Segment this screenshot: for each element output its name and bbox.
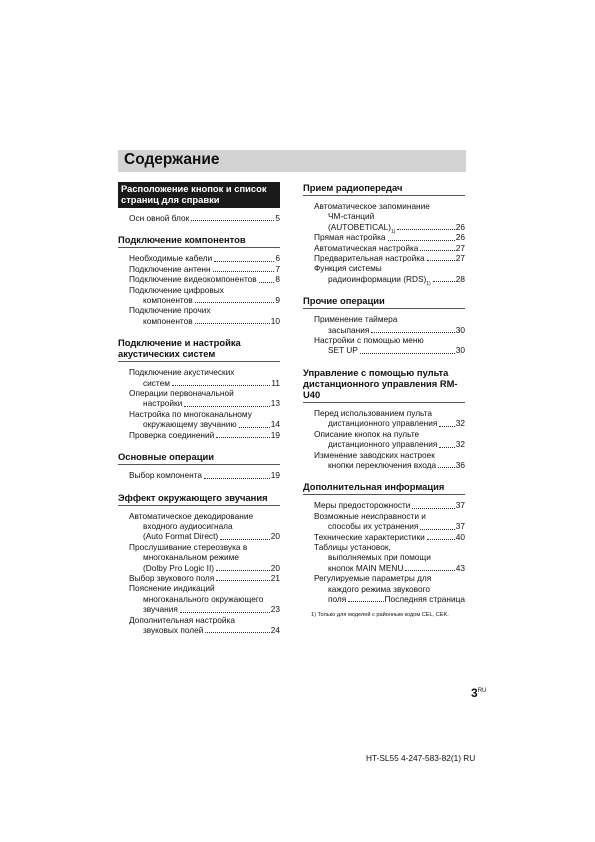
toc-entry-line: [314, 500, 465, 510]
dot-leader: [195, 302, 275, 303]
toc-items: [303, 495, 465, 604]
toc-section: [303, 182, 465, 288]
page-ref: 32: [455, 439, 465, 450]
dot-leader: [412, 508, 454, 509]
page-ref: 13: [270, 398, 280, 409]
toc-entry-line: ЧМ-станций: [328, 211, 375, 222]
dot-leader: [360, 353, 455, 354]
toc-entry-line: Функция системы: [314, 263, 382, 274]
toc-entry-text: Меры предосторожности: [314, 500, 411, 511]
toc-entry-line: многоканальном режиме: [143, 552, 239, 563]
toc-entry-line: (AUTOBETICAL) 1) 26: [328, 221, 465, 236]
toc-entry-text: Проверка соединений: [129, 429, 215, 440]
toc-entry-text: Технические характеристики: [314, 531, 425, 542]
toc-entry-line: Автоматическое декодирование: [129, 510, 254, 521]
model-code: HT-SL55 4-247-583-82(1) RU: [366, 753, 476, 763]
toc-entry: [314, 335, 465, 356]
toc-entry: [314, 500, 465, 510]
toc-entry: [314, 201, 465, 236]
page-ref: 26: [455, 221, 465, 232]
toc-entry-line: [314, 325, 465, 335]
toc-entry-text: компонентов: [143, 295, 193, 306]
page-ref: 28: [455, 273, 465, 284]
toc-entry-line: радиоинформации (RDS) 1) 28: [328, 273, 465, 288]
toc-entry: [129, 430, 280, 440]
toc-entry-line: Подключение прочих: [129, 305, 211, 316]
toc-entry-line: [314, 418, 465, 428]
dot-leader: [191, 220, 274, 221]
dot-leader: [172, 385, 270, 386]
page-ref: 9: [275, 295, 280, 306]
section-heading: Прием радиопередач: [303, 182, 465, 196]
toc-entry-text: (Auto Format Direct): [143, 531, 219, 542]
toc-entry: [129, 409, 280, 430]
toc-entry: [129, 274, 280, 284]
toc-entry: [314, 511, 465, 532]
section-heading: Прочие операции: [303, 295, 465, 309]
toc-entry-line: Перед использованием пульта: [314, 407, 433, 418]
page-ref: 19: [270, 470, 280, 481]
toc-entry: [129, 253, 280, 263]
toc-entry-line: [129, 531, 280, 541]
toc-entry-line: [129, 625, 280, 635]
dot-leader: [397, 229, 454, 230]
toc-entry-line: [129, 563, 280, 573]
toc-items: [118, 248, 280, 326]
section-heading: Дополнительная информация: [303, 481, 465, 495]
toc-entry-text: засыпания: [328, 324, 370, 335]
page-number: [471, 686, 486, 700]
dot-leader: [195, 323, 270, 324]
dot-leader: [220, 539, 270, 540]
toc-entry: [314, 253, 465, 263]
page-ref: 10: [270, 315, 280, 326]
dot-leader: [180, 612, 270, 613]
toc-items: [118, 465, 280, 480]
toc-entry: [129, 615, 280, 636]
toc-entry: [314, 542, 465, 573]
dot-leader: [420, 250, 454, 251]
toc-entry: [129, 573, 280, 583]
toc-entry-line: [129, 316, 280, 326]
dot-leader: [388, 240, 455, 241]
toc-entry-text: Предварительная настройка: [314, 253, 425, 264]
toc-entry: [129, 213, 280, 223]
dot-leader: [205, 632, 269, 633]
toc-entry-line: [314, 521, 465, 531]
toc-entry-text: окружающему звучанию: [143, 419, 237, 430]
toc-entry-line: [129, 213, 280, 223]
toc-entry-line: [314, 439, 465, 449]
toc-entry-text: кнопок MAIN MENU: [328, 562, 404, 573]
toc-entry-line: Пояснение индикаций: [129, 583, 215, 594]
toc-entry-line: [314, 532, 465, 542]
toc-section: [118, 451, 280, 480]
dot-leader: [438, 467, 455, 468]
section-heading: Подключение и настройка акустических систем: [118, 337, 280, 362]
dot-leader: [184, 406, 269, 407]
toc-entry-line: [129, 430, 280, 440]
toc-entry-text: настройки: [143, 398, 183, 409]
title-bar: [118, 150, 466, 172]
toc-items: [118, 208, 280, 223]
page-ref: 40: [455, 531, 465, 542]
toc-entry: [129, 583, 280, 614]
section-heading: Расположение кнопок и список страниц для справки: [118, 182, 280, 208]
toc-entry-text: Выбор компонента: [129, 470, 203, 481]
toc-entry: [129, 388, 280, 409]
toc-entry-line: Дополнительная настройка: [129, 614, 235, 625]
toc-entry-line: Таблицы установок,: [314, 541, 391, 552]
toc-entry-line: Применение таймера: [314, 314, 398, 325]
toc-entry: [314, 243, 465, 253]
dot-leader: [239, 427, 270, 428]
toc-entry-line: Настройка по многоканальному: [129, 408, 252, 419]
toc-entry: [314, 532, 465, 542]
dot-leader: [439, 426, 454, 427]
toc-entry-line: [129, 264, 280, 274]
toc-entry-line: [314, 460, 465, 470]
toc-entry-text: звуковых полей: [143, 624, 204, 635]
page-ref: 30: [455, 324, 465, 335]
toc-section: [303, 295, 465, 356]
toc-entry: [129, 305, 280, 326]
page-ref: 11: [271, 377, 280, 388]
page-suffix: RU: [477, 688, 487, 694]
toc-section: [118, 234, 280, 326]
page-ref: 36: [455, 459, 465, 470]
dot-leader: [405, 570, 454, 571]
dot-leader: [216, 437, 269, 438]
page-ref: Последняя страница: [384, 593, 465, 604]
dot-leader: [216, 580, 270, 581]
toc-items: [303, 403, 465, 470]
toc-entry-text: систем: [143, 377, 170, 388]
toc-section: [303, 481, 465, 604]
toc-entry: [129, 285, 280, 306]
toc-items: [303, 196, 465, 288]
toc-entry: [129, 511, 280, 542]
toc-entry: [129, 470, 280, 480]
dot-leader: [427, 260, 455, 261]
toc-entry-text: компонентов: [143, 315, 193, 326]
toc-section: [118, 182, 280, 223]
toc-entry-line: [129, 573, 280, 583]
toc-entry-text: звучания: [143, 604, 178, 615]
dot-leader: [348, 601, 383, 602]
toc-entry-text: кнопки переключения входа: [328, 459, 437, 470]
page-ref: 24: [270, 624, 280, 635]
page-number-value: 3: [471, 686, 478, 700]
dot-leader: [439, 447, 454, 448]
toc-entry-text: Выбор звукового поля: [129, 572, 215, 583]
toc-entry-line: [129, 398, 280, 408]
page-ref: 19: [270, 429, 280, 440]
page-ref: 27: [455, 253, 465, 264]
toc-entry-line: [129, 274, 280, 284]
page-title: Содержание: [124, 151, 220, 168]
toc-entry-line: [314, 345, 465, 355]
left-column: [118, 182, 280, 646]
toc-entry-line: Изменение заводских настроек: [314, 449, 435, 460]
toc-entry-line: [314, 253, 465, 263]
dot-leader: [216, 570, 270, 571]
dot-leader: [259, 282, 275, 283]
toc-entry-line: [129, 378, 280, 388]
toc-entry-line: Возможные неисправности и: [314, 510, 426, 521]
toc-entry-line: Настройки с помощью меню: [314, 335, 424, 346]
toc-entry-line: Операции первоначальной: [129, 388, 234, 399]
toc-entry-line: Подключение цифровых: [129, 284, 224, 295]
toc-entry-line: Автоматическое запоминание: [314, 201, 430, 211]
toc-entry-line: [129, 470, 280, 480]
dot-leader: [213, 271, 275, 272]
page-ref: 14: [270, 419, 280, 430]
toc-entry-line: выполняемых при помощи: [328, 552, 431, 563]
page-ref: 30: [455, 345, 465, 356]
toc-entry-line: [314, 594, 465, 604]
toc-entry: [314, 573, 465, 604]
toc-entry-line: [129, 419, 280, 429]
toc-entry: [314, 408, 465, 429]
toc-entry-line: [129, 604, 280, 614]
toc-entry-line: каждого режима звукового: [328, 583, 431, 594]
toc-entry-text: Подключение антенн: [129, 263, 211, 274]
toc-entry-text: дистанционного управления: [328, 418, 438, 429]
toc-entry-text: SET UP: [328, 345, 358, 356]
toc-entry-text: Осн овной блок: [129, 213, 190, 223]
right-column: [303, 182, 465, 619]
page-ref: 27: [455, 242, 465, 253]
page-ref: 8: [275, 274, 280, 285]
toc-items: [303, 309, 465, 356]
page-ref: 32: [455, 418, 465, 429]
dot-leader: [433, 281, 455, 282]
toc-section: [303, 367, 465, 470]
page-ref: 20: [270, 531, 280, 542]
toc-entry-line: [314, 563, 465, 573]
toc-entry-text: способы их устранения: [328, 521, 419, 532]
dot-leader: [204, 478, 270, 479]
toc-entry-text: (Dolby Pro Logic II): [143, 562, 215, 573]
toc-entry: [314, 450, 465, 471]
toc-entry-line: [129, 295, 280, 305]
page-ref: 37: [455, 521, 465, 532]
section-heading: Подключение компонентов: [118, 234, 280, 248]
toc-entry-line: Подключение акустических: [129, 367, 235, 378]
toc-entry: [129, 264, 280, 274]
toc-items: [118, 506, 280, 636]
dot-leader: [420, 529, 454, 530]
toc-items: [118, 362, 280, 440]
page-ref: 26: [455, 232, 465, 243]
page-ref: 21: [270, 572, 280, 583]
toc-entry-line: многоканального окружающего: [143, 593, 264, 604]
toc-entry: [129, 542, 280, 573]
toc-entry-line: [314, 232, 465, 242]
toc-section: [118, 337, 280, 440]
toc-entry-text: Автоматическая настройка: [314, 242, 419, 253]
page-ref: 6: [275, 253, 280, 264]
toc-entry-line: [129, 253, 280, 263]
page-ref: 20: [270, 562, 280, 573]
section-heading: Управление с помощью пульта дистанционного управления RM-U40: [303, 367, 465, 403]
toc-entry: [314, 429, 465, 450]
section-heading: Основные операции: [118, 451, 280, 465]
page-ref: 37: [455, 500, 465, 511]
toc-entry: [314, 314, 465, 335]
page-ref: 43: [455, 562, 465, 573]
toc-entry: [129, 367, 280, 388]
toc-entry: [314, 263, 465, 288]
toc-entry-line: [314, 243, 465, 253]
toc-entry-line: входного аудиосигнала: [143, 520, 233, 531]
dot-leader: [371, 332, 454, 333]
toc-entry-line: Регулируемые параметры для: [314, 573, 432, 584]
toc-entry: [314, 232, 465, 242]
page-ref: 7: [275, 263, 280, 274]
toc-entry-text: Подключение видеокомпонентов: [129, 274, 257, 285]
dot-leader: [427, 539, 455, 540]
toc-entry-text: радиоинформации (RDS): [328, 273, 427, 284]
toc-entry-line: Прослушивание стереозвука в: [129, 541, 248, 552]
toc-entry-text: (AUTOBETICAL): [328, 221, 392, 232]
footnote: 1) Только для моделей с районным кодом CEL, CEK.: [311, 612, 449, 619]
toc-entry-text: Необходимые кабели: [129, 253, 213, 264]
page-ref: 23: [270, 604, 280, 615]
toc-entry-text: поля: [328, 593, 347, 604]
section-heading: Эффект окружающего звучания: [118, 492, 280, 506]
toc-section: [118, 492, 280, 636]
toc-entry-text: дистанционного управления: [328, 439, 438, 450]
toc-entry-line: Описание кнопок на пульте: [314, 428, 420, 439]
toc-entry-text: Прямая настройка: [314, 232, 386, 243]
dot-leader: [214, 261, 274, 262]
page-ref: 5: [275, 213, 280, 223]
